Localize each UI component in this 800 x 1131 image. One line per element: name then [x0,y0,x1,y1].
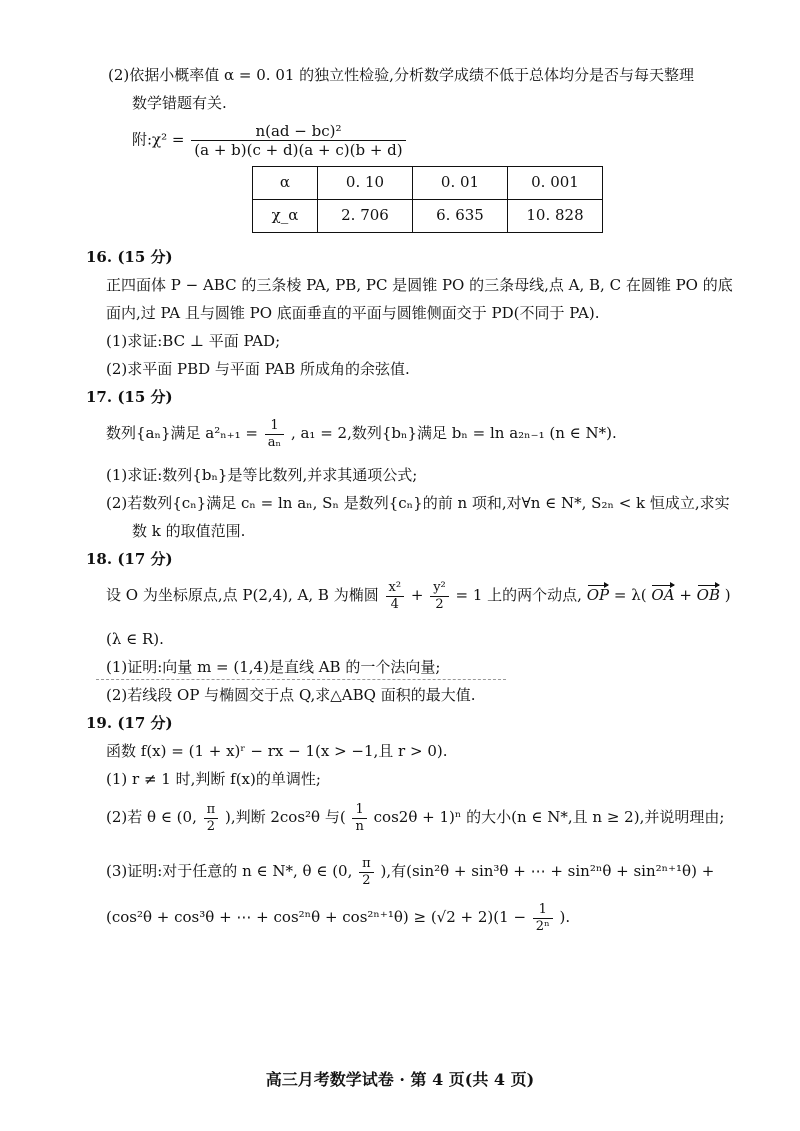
q19-line3-b: ),判断 2cos²θ 与( [224,808,346,827]
close-paren: ) [724,586,731,605]
formula-prefix: 附:χ² = [132,130,185,149]
eq-lambda: = λ( [613,586,647,605]
q15-part2-line2: 数学错题有关. [132,94,227,112]
scan-dashed-line [96,679,506,680]
table-cell: 0. 10 [318,167,413,200]
q19-line3 [106,802,724,834]
table-row [253,167,603,200]
q19-number: 19. (17 分) [86,714,173,732]
q16-number: 16. (15 分) [86,248,173,266]
q19-line5-a: (cos²θ + cos³θ + ⋯ + cos²ⁿθ + cos²ⁿ⁺¹θ) ≥ (√2 + 2)(1 − [106,908,527,927]
table-cell: 10. 828 [508,200,603,233]
q17-line2: (1)求证:数列{bₙ}是等比数列,并求其通项公式; [106,466,418,484]
q19-line4 [106,856,714,888]
chi-square-formula [132,122,408,159]
q16-line1: 正四面体 P − ABC 的三条棱 PA, PB, PC 是圆锥 PO 的三条母线,点 A, B, C 在圆锥 PO 的底 [106,276,733,294]
plus-sign-2: + [679,586,692,605]
formula-fraction [191,122,405,159]
table-cell: α [253,167,318,200]
vector-oa: OA [651,584,674,607]
fraction-denominator: 2 [362,872,371,888]
fraction-numerator: 1 [265,418,284,435]
table-cell: 0. 001 [508,167,603,200]
q19-line1: 函数 f(x) = (1 + x)ʳ − rx − 1(x > −1,且 r > 0). [106,742,448,760]
fraction-numerator: π [359,856,374,873]
q16-line4: (2)求平面 PBD 与平面 PAB 所成角的余弦值. [106,360,410,378]
formula-denominator: (a + b)(c + d)(a + c)(b + d) [194,141,403,159]
plus-sign: + [410,586,424,605]
vector-ob: OB [697,584,720,607]
q17-line1-b: , a₁ = 2,数列{bₙ}满足 bₙ = ln a₂ₙ₋₁ (n ∈ N*). [290,424,617,443]
fraction-numerator: π [204,802,219,819]
q17-fraction [265,418,284,450]
pi-half-fraction [204,802,219,834]
table-cell: 6. 635 [413,200,508,233]
q18-line1-a: 设 O 为坐标原点,点 P(2,4), A, B 为椭圆 [106,586,379,605]
ellipse-x-term [386,580,405,612]
fraction-numerator: y² [430,580,449,597]
vector-op: OP [587,584,609,607]
q18-line4: (2)若线段 OP 与椭圆交于点 Q,求△ABQ 面积的最大值. [106,686,476,704]
critical-value-table [252,166,603,233]
q19-line5 [106,902,570,934]
fraction-denominator: aₙ [267,434,282,450]
q18-line1 [106,580,731,612]
q18-line1-b: = 1 上的两个动点, [455,586,582,605]
q17-number: 17. (15 分) [86,388,173,406]
q19-line4-b: ),有(sin²θ + sin³θ + ⋯ + sin²ⁿθ + sin²ⁿ⁺¹θ) + [380,862,715,881]
one-over-n-fraction [352,802,366,834]
table-cell: χ_α [253,200,318,233]
q18-line2: (λ ∈ R). [106,630,164,648]
q17-line1 [106,418,617,450]
q17-line3: (2)若数列{cₙ}满足 cₙ = ln aₙ, Sₙ 是数列{cₙ}的前 n 项和,对∀n ∈ N*, S₂ₙ < k 恒成立,求实 [106,494,730,512]
page-footer: 高三月考数学试卷 · 第 4 页(共 4 页) [265,1070,535,1089]
fraction-numerator: x² [386,580,405,597]
q16-line3: (1)求证:BC ⊥ 平面 PAD; [106,332,281,350]
pi-half-fraction [359,856,374,888]
fraction-denominator: n [355,818,364,834]
fraction-denominator: 2 [435,596,444,612]
fraction-denominator: 2 [206,818,216,834]
q16-line2: 面内,过 PA 且与圆锥 PO 底面垂直的平面与圆锥侧面交于 PD(不同于 PA). [106,304,600,322]
formula-numerator: n(ad − bc)² [191,122,405,141]
q19-line2: (1) r ≠ 1 时,判断 f(x)的单调性; [106,770,321,788]
q17-line4: 数 k 的取值范围. [132,522,246,540]
q19-line5-b: ). [559,908,571,927]
fraction-denominator: 4 [390,596,399,612]
fraction-numerator: 1 [352,802,366,819]
table-cell: 2. 706 [318,200,413,233]
q18-number: 18. (17 分) [86,550,173,568]
fraction-numerator: 1 [533,902,553,919]
one-over-2n-fraction [533,902,553,934]
q17-line1-a: 数列{aₙ}满足 a²ₙ₊₁ = [106,424,258,443]
table-cell: 0. 01 [413,167,508,200]
q18-line3: (1)证明:向量 m = (1,4)是直线 AB 的一个法向量; [106,658,441,676]
table-row [253,200,603,233]
q19-line3-c: cos2θ + 1)ⁿ 的大小(n ∈ N*,且 n ≥ 2),并说明理由; [373,808,725,827]
fraction-denominator: 2ⁿ [535,918,550,934]
q19-line4-a: (3)证明:对于任意的 n ∈ N*, θ ∈ (0, [106,862,353,881]
ellipse-y-term [430,580,449,612]
q19-line3-a: (2)若 θ ∈ (0, [106,808,197,827]
q15-part2-line1: (2)依据小概率值 α = 0. 01 的独立性检验,分析数学成绩不低于总体均分是否与每天整理 [108,66,694,84]
